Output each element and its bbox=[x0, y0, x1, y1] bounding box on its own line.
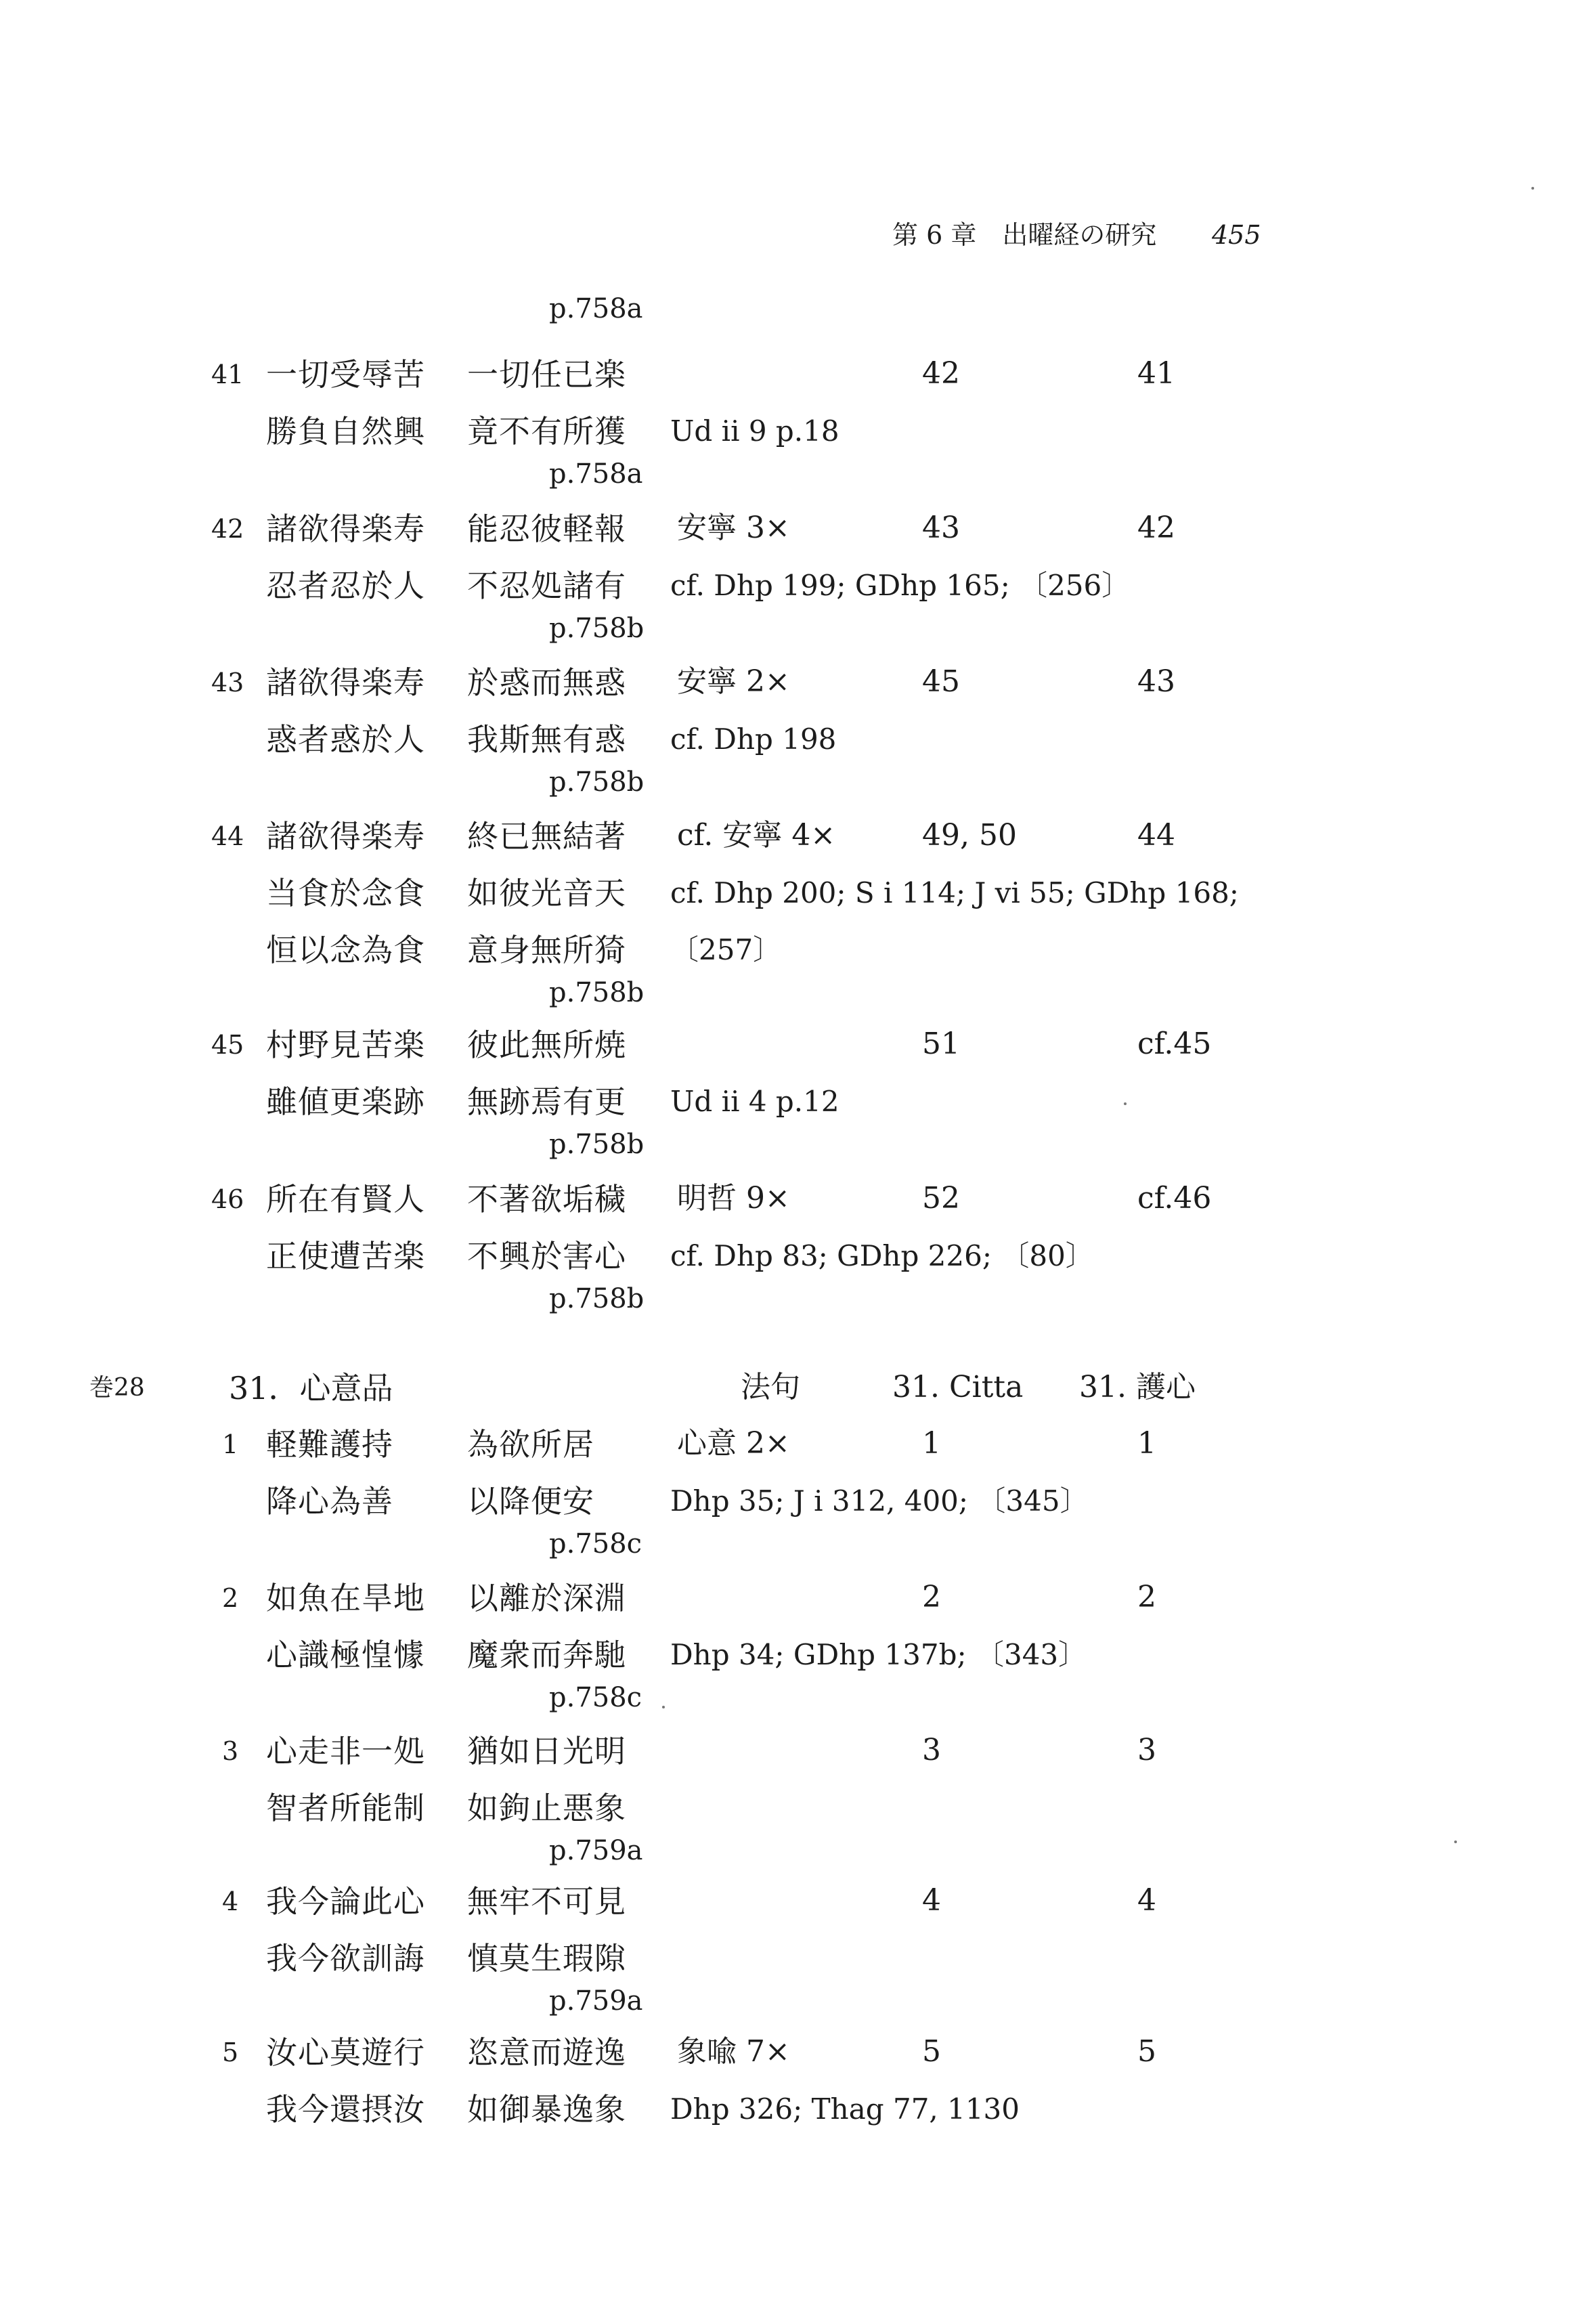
verse-number: 43 bbox=[211, 668, 244, 697]
verse-hemistich-first: 心識極惶懅 bbox=[266, 1637, 425, 1673]
parallel-col-c: cf.45 bbox=[1137, 1027, 1212, 1061]
verse-hemistich-first: 我今還摂汝 bbox=[266, 2091, 425, 2128]
verse-hemistich-second: 為欲所居 bbox=[467, 1426, 594, 1463]
verse-hemistich-second: 慎莫生瑕隙 bbox=[467, 1940, 626, 1977]
reference-line: cf. Dhp 200; S i 114; J vi 55; GDhp 168; bbox=[670, 876, 1239, 909]
page-ref: p.758a bbox=[549, 458, 643, 490]
page-ref: p.758b bbox=[549, 767, 645, 798]
paper-speck bbox=[1454, 1841, 1457, 1843]
verse-hemistich-second: 不興於害心 bbox=[467, 1238, 626, 1274]
verse-hemistich-first: 所在有賢人 bbox=[266, 1181, 425, 1218]
parallel-col-a: 心意 2× bbox=[677, 1426, 790, 1461]
verse-hemistich-first: 雖値更楽跡 bbox=[266, 1083, 425, 1120]
page-ref: p.758c bbox=[549, 1682, 642, 1713]
verse-number: 5 bbox=[222, 2038, 239, 2067]
parallel-col-b: 43 bbox=[922, 511, 960, 545]
page-ref: p.758b bbox=[549, 977, 645, 1008]
verse-hemistich-second: 以離於深淵 bbox=[467, 1580, 626, 1616]
verse-hemistich-second: 彼此無所焼 bbox=[467, 1027, 626, 1063]
verse-hemistich-second: 如彼光音天 bbox=[467, 875, 626, 911]
verse-number: 42 bbox=[211, 514, 244, 544]
volume-label: 巻28 bbox=[89, 1374, 145, 1402]
verse-hemistich-first: 勝負自然興 bbox=[266, 413, 425, 450]
parallel-col-b: 2 bbox=[922, 1580, 941, 1614]
parallel-col-b: 4 bbox=[922, 1883, 941, 1918]
verse-number: 46 bbox=[211, 1184, 244, 1214]
reference-line: cf. Dhp 198 bbox=[670, 723, 837, 756]
verse-number: 41 bbox=[211, 360, 244, 389]
verse-hemistich-second: 如鉤止悪象 bbox=[467, 1790, 626, 1826]
verse-hemistich-first: 村野見苦楽 bbox=[266, 1027, 425, 1063]
verse-hemistich-second: 恣意而遊逸 bbox=[467, 2034, 626, 2071]
verse-hemistich-first: 汝心莫遊行 bbox=[266, 2034, 425, 2071]
parallel-col-b: 51 bbox=[922, 1027, 960, 1061]
reference-line: Dhp 326; Thag 77, 1130 bbox=[670, 2092, 1020, 2126]
verse-hemistich-first: 一切受辱苦 bbox=[266, 356, 425, 393]
verse-hemistich-first: 軽難護持 bbox=[266, 1426, 393, 1463]
parallel-col-b: 45 bbox=[922, 664, 960, 699]
verse-number: 4 bbox=[222, 1887, 239, 1916]
page-ref: p.758b bbox=[549, 1129, 645, 1160]
section-col-b: 31. Citta bbox=[892, 1370, 1024, 1404]
parallel-col-c: 42 bbox=[1137, 511, 1175, 545]
verse-hemistich-first: 恒以念為食 bbox=[266, 932, 425, 968]
parallel-col-b: 3 bbox=[922, 1733, 941, 1767]
page-ref: p.759a bbox=[549, 1835, 643, 1866]
parallel-col-c: 4 bbox=[1137, 1883, 1156, 1918]
verse-hemistich-second: 猶如日光明 bbox=[467, 1733, 626, 1769]
parallel-col-c: 3 bbox=[1137, 1733, 1156, 1767]
verse-hemistich-first: 諸欲得楽寿 bbox=[266, 511, 425, 547]
parallel-col-a: 象喩 7× bbox=[677, 2034, 790, 2069]
verse-hemistich-second: 我斯無有惑 bbox=[467, 721, 626, 758]
verse-hemistich-second: 一切任已楽 bbox=[467, 356, 626, 393]
reference-line: Ud ii 9 p.18 bbox=[670, 414, 839, 448]
page-ref: p.758b bbox=[549, 613, 645, 644]
parallel-col-c: 2 bbox=[1137, 1580, 1156, 1614]
verse-hemistich-second: 竟不有所獲 bbox=[467, 413, 626, 450]
verse-hemistich-second: 不著欲垢穢 bbox=[467, 1181, 626, 1218]
verse-hemistich-first: 諸欲得楽寿 bbox=[266, 818, 425, 855]
verse-hemistich-second: 意身無所猗 bbox=[467, 932, 626, 968]
paper-speck bbox=[1531, 187, 1534, 190]
reference-line: Ud ii 4 p.12 bbox=[670, 1085, 839, 1118]
parallel-col-b: 49, 50 bbox=[922, 818, 1017, 853]
page-ref: p.758a bbox=[549, 293, 643, 324]
parallel-col-b: 52 bbox=[922, 1181, 960, 1215]
verse-hemistich-first: 我今論此心 bbox=[266, 1883, 425, 1920]
verse-hemistich-second: 不忍処諸有 bbox=[467, 567, 626, 604]
parallel-col-c: 5 bbox=[1137, 2034, 1156, 2069]
parallel-col-c: 41 bbox=[1137, 356, 1175, 391]
verse-number: 44 bbox=[211, 821, 244, 851]
verse-number: 1 bbox=[222, 1429, 239, 1459]
verse-number: 45 bbox=[211, 1030, 244, 1060]
page-ref: p.758b bbox=[549, 1283, 645, 1314]
verse-number: 3 bbox=[222, 1736, 239, 1766]
section-col-a: 法句 bbox=[741, 1370, 800, 1404]
parallel-col-a: 安寧 3× bbox=[677, 511, 790, 545]
verse-hemistich-second: 終已無結著 bbox=[467, 818, 626, 855]
page-ref: p.759a bbox=[549, 1985, 643, 2017]
verse-hemistich-first: 忍者忍於人 bbox=[266, 567, 425, 604]
parallel-col-a: cf. 安寧 4× bbox=[677, 818, 836, 853]
verse-hemistich-first: 惑者惑於人 bbox=[266, 721, 425, 758]
verse-hemistich-first: 我今欲訓誨 bbox=[266, 1940, 425, 1977]
reference-line: Dhp 35; J i 312, 400; 〔345〕 bbox=[670, 1484, 1089, 1518]
parallel-col-c: 1 bbox=[1137, 1426, 1156, 1461]
verse-hemistich-second: 無跡焉有更 bbox=[467, 1083, 626, 1120]
verse-hemistich-second: 無牢不可見 bbox=[467, 1883, 626, 1920]
parallel-col-b: 42 bbox=[922, 356, 960, 391]
verse-hemistich-first: 如魚在旱地 bbox=[266, 1580, 425, 1616]
verse-hemistich-second: 以降便安 bbox=[467, 1483, 594, 1520]
verse-hemistich-second: 如御暴逸象 bbox=[467, 2091, 626, 2128]
verse-hemistich-first: 当食於念食 bbox=[266, 875, 425, 911]
verse-hemistich-first: 智者所能制 bbox=[266, 1790, 425, 1826]
parallel-col-b: 1 bbox=[922, 1426, 941, 1461]
parallel-col-c: cf.46 bbox=[1137, 1181, 1212, 1215]
verse-hemistich-first: 正使遭苦楽 bbox=[266, 1238, 425, 1274]
parallel-col-a: 安寧 2× bbox=[677, 664, 790, 699]
reference-line: 〔257〕 bbox=[670, 933, 782, 966]
page-ref: p.758c bbox=[549, 1528, 642, 1559]
verse-hemistich-second: 能忍彼軽報 bbox=[467, 511, 626, 547]
page-number: 455 bbox=[1212, 220, 1261, 250]
parallel-col-c: 43 bbox=[1137, 664, 1175, 699]
parallel-col-a: 明哲 9× bbox=[677, 1181, 790, 1215]
paper-speck bbox=[1124, 1102, 1127, 1105]
section-col-c: 31. 護心 bbox=[1079, 1370, 1196, 1404]
verse-hemistich-first: 降心為善 bbox=[266, 1483, 393, 1520]
reference-line: Dhp 34; GDhp 137b; 〔343〕 bbox=[670, 1638, 1087, 1671]
section-title: 31．心意品 bbox=[229, 1370, 393, 1406]
verse-hemistich-first: 諸欲得楽寿 bbox=[266, 664, 425, 701]
verse-hemistich-first: 心走非一処 bbox=[266, 1733, 425, 1769]
parallel-col-c: 44 bbox=[1137, 818, 1175, 853]
parallel-col-b: 5 bbox=[922, 2034, 941, 2069]
reference-line: cf. Dhp 83; GDhp 226; 〔80〕 bbox=[670, 1239, 1094, 1272]
verse-number: 2 bbox=[222, 1583, 239, 1613]
verse-hemistich-second: 魔衆而奔馳 bbox=[467, 1637, 626, 1673]
verse-hemistich-second: 於惑而無惑 bbox=[467, 664, 626, 701]
paper-speck bbox=[662, 1706, 665, 1708]
reference-line: cf. Dhp 199; GDhp 165; 〔256〕 bbox=[670, 569, 1131, 602]
running-header-title: 第 6 章 出曜経の研究 bbox=[892, 220, 1157, 250]
